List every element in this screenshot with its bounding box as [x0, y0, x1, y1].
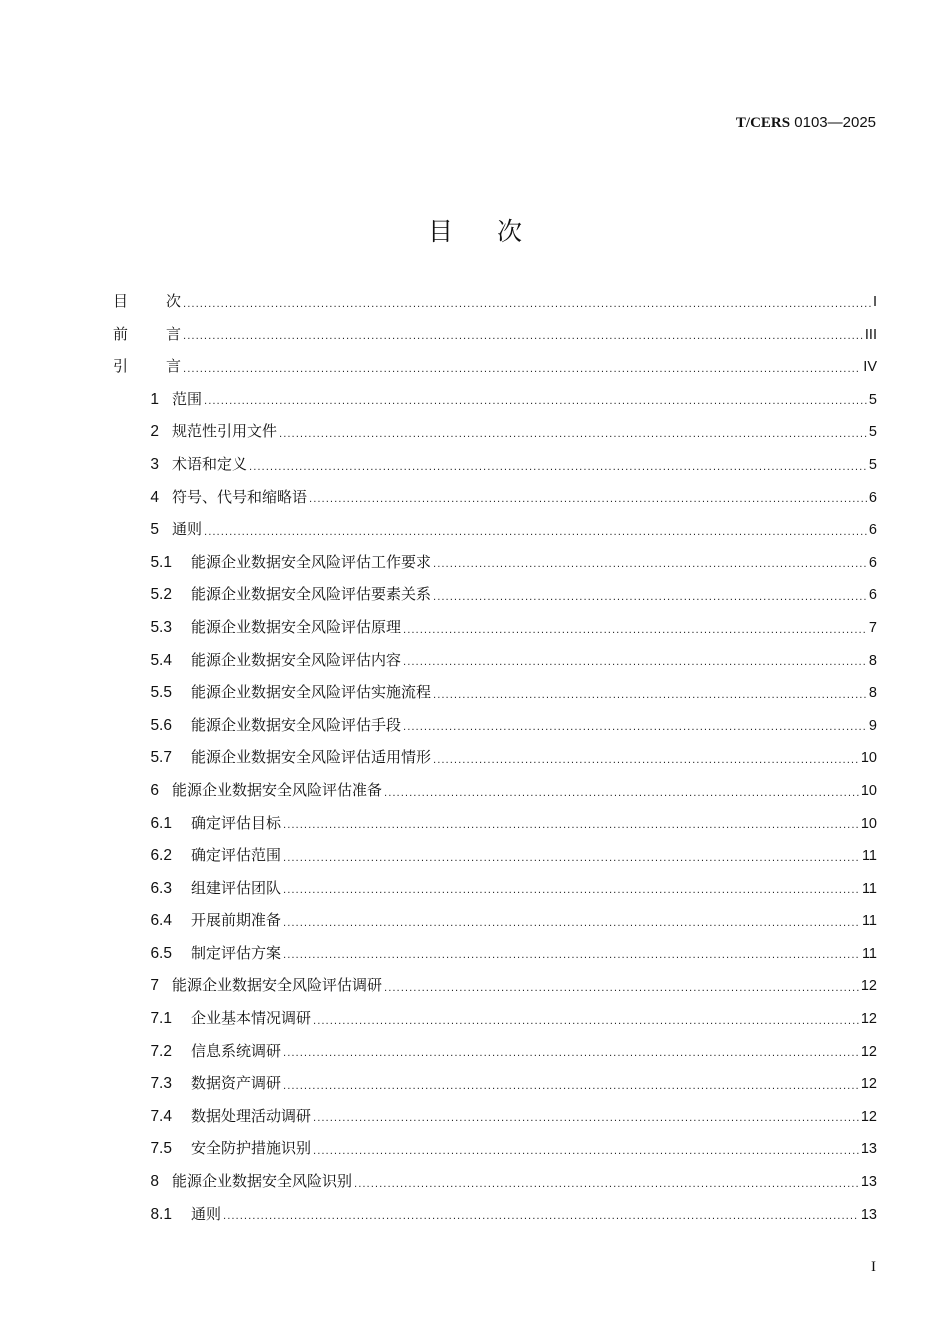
toc-dot-leader [384, 976, 859, 1002]
toc-entry-label: 能源企业数据安全风险评估准备 [172, 780, 383, 799]
toc-entry-number: 7.2 [150, 1042, 172, 1060]
toc-entry-number: 7.1 [150, 1010, 172, 1028]
toc-dot-leader [249, 455, 867, 481]
toc-entry-number: 5.1 [150, 553, 172, 571]
toc-entry-page: III [864, 326, 877, 343]
document-code-number: 0103—2025 [790, 114, 876, 131]
toc-entry-page: 11 [861, 880, 877, 897]
toc-entry[interactable] [113, 1100, 877, 1133]
toc-entry-label [113, 318, 181, 351]
toc-entry-label: 能源企业数据安全风险评估调研 [172, 976, 383, 995]
toc-entry[interactable] [113, 904, 877, 937]
toc-dot-leader [283, 1041, 859, 1067]
toc-entry-label: 确定评估目标 [191, 813, 282, 832]
toc-entry-page: I [872, 294, 877, 310]
toc-entry-label: 通则 [191, 1204, 222, 1223]
toc-entry-number: 5.7 [150, 749, 172, 767]
toc-entry-label: 开展前期准备 [191, 911, 282, 930]
toc-entry-page: 8 [868, 685, 877, 702]
toc-dot-leader [403, 618, 867, 644]
toc-entry-page: 10 [860, 815, 877, 832]
toc-entry-number: 7.3 [150, 1075, 172, 1093]
toc-entry-number: 7.4 [150, 1107, 172, 1125]
document-code-prefix: T/CERS [735, 115, 791, 131]
toc-entry-label: 企业基本情况调研 [191, 1009, 312, 1028]
toc-entry-label: 范围 [172, 389, 203, 408]
toc-dot-leader [183, 357, 861, 383]
toc-entry-number: 5.2 [150, 586, 172, 604]
toc-entry-page: 12 [860, 1076, 877, 1093]
toc-entry-page: 12 [860, 1108, 877, 1125]
toc-entry[interactable] [113, 774, 877, 807]
toc-entry-number: 5.6 [150, 716, 172, 734]
toc-entry[interactable] [113, 937, 877, 970]
toc-entry[interactable] [113, 1132, 877, 1165]
toc-entry-label: 符号、代号和缩略语 [172, 487, 308, 506]
toc-entry-label-first-char: 前 [113, 324, 129, 343]
toc-entry-page: 5 [868, 424, 877, 441]
toc-dot-leader [403, 715, 867, 741]
toc-entry-label: 数据资产调研 [191, 1074, 282, 1093]
toc-entry-number: 6.2 [150, 847, 172, 865]
toc-entry-page: 13 [860, 1141, 877, 1158]
toc-entry-page: 8 [868, 652, 877, 669]
toc-dot-leader [223, 1204, 859, 1230]
toc-entry-page: 6 [868, 489, 877, 506]
toc-entry-page: 6 [868, 587, 877, 604]
toc-entry[interactable] [113, 383, 877, 416]
toc-entry-page: 12 [860, 1043, 877, 1060]
toc-entry[interactable] [113, 481, 877, 514]
toc-entry-number: 5 [150, 521, 159, 539]
toc-dot-leader [313, 1106, 859, 1132]
toc-entry[interactable] [113, 1165, 877, 1198]
toc-entry-label: 能源企业数据安全风险评估内容 [191, 650, 402, 669]
toc-entry-label: 能源企业数据安全风险评估原理 [191, 617, 402, 636]
toc-entry-label: 制定评估方案 [191, 943, 282, 962]
toc-dot-leader [204, 389, 867, 415]
toc-dot-leader [283, 846, 860, 872]
toc-entry-number: 7.5 [150, 1140, 172, 1158]
toc-entry-number: 4 [150, 488, 159, 506]
toc-entry-number: 6 [150, 781, 159, 799]
toc-dot-leader [283, 943, 860, 969]
toc-entry[interactable] [113, 1067, 877, 1100]
toc-entry-page: 13 [860, 1206, 877, 1223]
toc-title: 目次 [427, 217, 566, 246]
toc-entry-number: 6.3 [150, 879, 172, 897]
toc-entry-page: 10 [860, 750, 877, 767]
toc-dot-leader [183, 292, 871, 318]
toc-dot-leader [433, 748, 859, 774]
toc-dot-leader [283, 911, 860, 937]
toc-entry-number: 3 [150, 455, 159, 473]
toc-dot-leader [433, 585, 867, 611]
toc-entry-number: 6.5 [150, 944, 172, 962]
toc-entry[interactable] [113, 839, 877, 872]
toc-entry-label: 信息系统调研 [191, 1041, 282, 1060]
toc-entry-page: 5 [868, 391, 877, 408]
toc-entry-number: 7 [150, 977, 159, 995]
toc-dot-leader [283, 878, 860, 904]
toc-entry-label-first-char: 目 [113, 292, 129, 310]
document-code [736, 114, 876, 132]
toc-entry-label: 能源企业数据安全风险评估实施流程 [191, 683, 432, 702]
toc-entry-label: 能源企业数据安全风险评估工作要求 [191, 552, 432, 571]
toc-entry-number: 2 [150, 423, 159, 441]
toc-entry-label-first-char: 引 [113, 357, 129, 376]
toc-entry-page: 13 [860, 1174, 877, 1191]
toc-entry-label: 确定评估范围 [191, 846, 282, 865]
toc-entry-label-second-char: 次 [166, 292, 182, 310]
toc-entry-number: 6.1 [150, 814, 172, 832]
toc-dot-leader [309, 487, 867, 513]
toc-entry-page: IV [863, 359, 877, 376]
toc-entry-number: 5.5 [150, 684, 172, 702]
toc-entry[interactable] [113, 872, 877, 905]
toc-entry-number: 1 [150, 390, 159, 408]
toc-entry-label: 通则 [172, 520, 203, 539]
toc-entry[interactable] [113, 350, 877, 383]
toc-entry-label: 组建评估团队 [191, 878, 282, 897]
toc-dot-leader [204, 520, 867, 546]
toc-dot-leader [433, 683, 867, 709]
table-of-contents [113, 285, 877, 1230]
toc-entry-label [113, 350, 181, 383]
toc-dot-leader [313, 1009, 859, 1035]
toc-entry[interactable] [113, 318, 877, 351]
toc-entry-page: 9 [868, 717, 877, 734]
toc-entry-page: 12 [860, 978, 877, 995]
toc-dot-leader [403, 650, 867, 676]
toc-entry[interactable] [113, 969, 877, 1002]
toc-entry-number: 8.1 [150, 1205, 172, 1223]
toc-entry[interactable] [113, 1198, 877, 1231]
toc-entry-page: 5 [868, 456, 877, 473]
toc-entry[interactable] [113, 513, 877, 546]
toc-entry[interactable] [113, 546, 877, 579]
toc-entry-page: 6 [868, 554, 877, 571]
toc-entry-page: 10 [860, 782, 877, 799]
toc-dot-leader [433, 552, 867, 578]
toc-dot-leader [183, 324, 863, 350]
toc-entry-label: 能源企业数据安全风险评估适用情形 [191, 748, 432, 767]
toc-entry[interactable] [113, 644, 877, 677]
toc-entry-label-second-char: 言 [166, 357, 182, 376]
toc-entry-page: 12 [860, 1011, 877, 1028]
toc-entry[interactable] [113, 448, 877, 481]
toc-entry[interactable] [113, 676, 877, 709]
toc-entry-label: 安全防护措施识别 [191, 1139, 312, 1158]
toc-dot-leader [279, 422, 867, 448]
toc-entry-page: 11 [861, 945, 877, 962]
toc-entry-label [113, 285, 181, 318]
toc-dot-leader [283, 813, 859, 839]
toc-entry[interactable] [113, 709, 877, 742]
toc-dot-leader [354, 1172, 859, 1198]
toc-entry-number: 8 [150, 1173, 159, 1191]
toc-entry-label: 数据处理活动调研 [191, 1106, 312, 1125]
toc-entry-label: 规范性引用文件 [172, 422, 278, 441]
toc-entry-label: 术语和定义 [172, 454, 248, 473]
toc-entry[interactable] [113, 1035, 877, 1068]
footer-page-number: I [871, 1259, 876, 1275]
toc-entry-page: 11 [861, 848, 877, 865]
toc-entry-label-second-char: 言 [166, 324, 182, 343]
toc-entry-page: 7 [868, 619, 877, 636]
toc-entry-number: 5.4 [150, 651, 172, 669]
toc-entry[interactable] [113, 285, 877, 318]
toc-entry-label: 能源企业数据安全风险识别 [172, 1172, 353, 1191]
toc-entry[interactable] [113, 578, 877, 611]
toc-dot-leader [313, 1139, 859, 1165]
toc-entry-number: 6.4 [150, 912, 172, 930]
toc-entry[interactable] [113, 807, 877, 840]
toc-entry-page: 6 [868, 522, 877, 539]
toc-dot-leader [384, 781, 859, 807]
toc-entry[interactable] [113, 1002, 877, 1035]
toc-entry[interactable] [113, 415, 877, 448]
toc-entry[interactable] [113, 741, 877, 774]
toc-entry-page: 11 [861, 913, 877, 930]
toc-entry-label: 能源企业数据安全风险评估要素关系 [191, 585, 432, 604]
toc-entry-label: 能源企业数据安全风险评估手段 [191, 715, 402, 734]
toc-dot-leader [283, 1074, 859, 1100]
toc-entry[interactable] [113, 611, 877, 644]
toc-entry-number: 5.3 [150, 618, 172, 636]
